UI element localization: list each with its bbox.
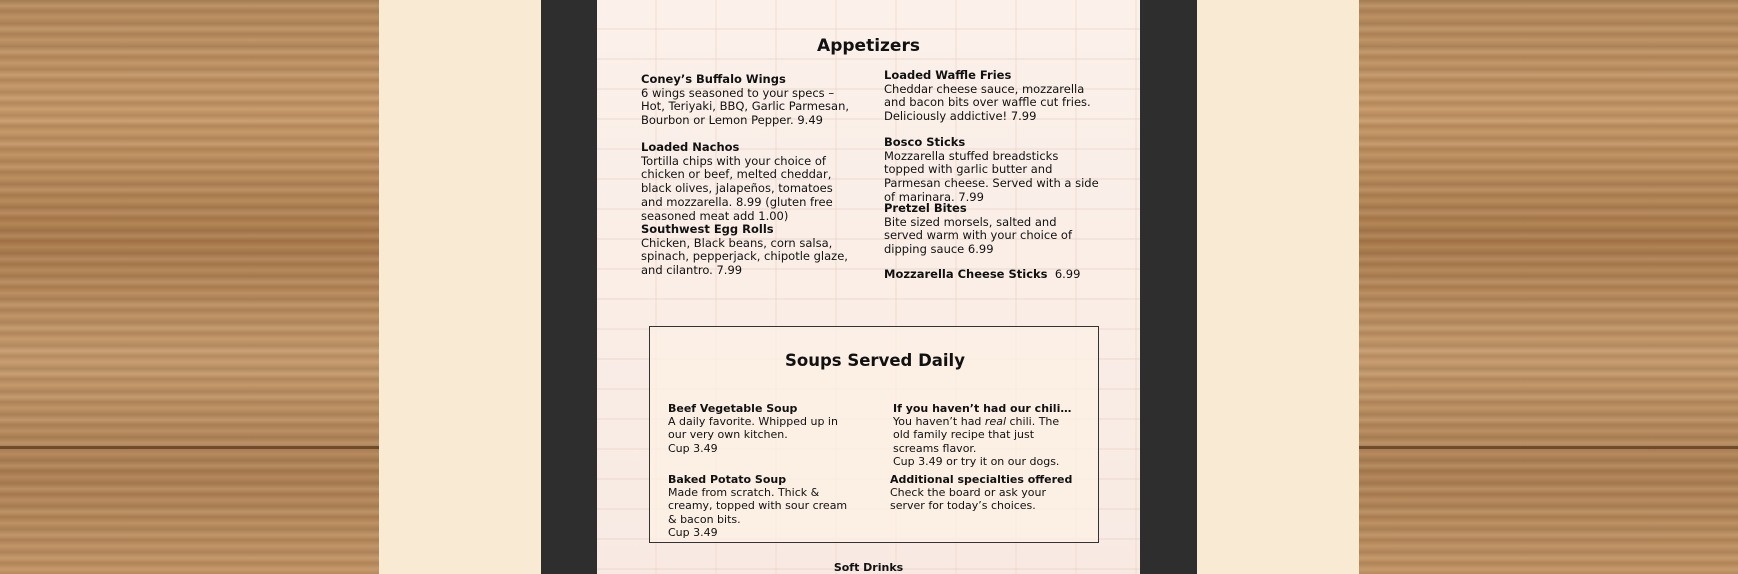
wood-background-left bbox=[0, 0, 379, 574]
menu-item-pretzel-bites bbox=[884, 202, 1099, 257]
item-name: Southwest Egg Rolls bbox=[641, 222, 774, 236]
wood-background-right bbox=[1359, 0, 1738, 574]
item-name: Loaded Nachos bbox=[641, 140, 740, 154]
item-description: Mozzarella stuffed breadsticks topped with garlic butter and Parmesan cheese. Served with a side of marinara. 7.99 bbox=[884, 148, 1099, 204]
menu-item-bosco-sticks bbox=[884, 136, 1099, 205]
soup-description-start: You haven’t had bbox=[893, 415, 985, 429]
appetizers-title: Appetizers bbox=[817, 36, 920, 56]
soup-additional-specialties bbox=[890, 473, 1075, 513]
menu-item-waffle-fries bbox=[884, 69, 1099, 124]
item-description: Chicken, Black beans, corn salsa, spinach, pepperjack, chipotle glaze, and cilantro. 7.99 bbox=[641, 235, 848, 278]
soup-price: Cup 3.49 or try it on our dogs. bbox=[893, 454, 1060, 468]
dark-border-left bbox=[541, 0, 597, 574]
soup-description-emphasis: real bbox=[984, 415, 1007, 429]
menu-item-loaded-nachos bbox=[641, 141, 856, 223]
soup-beef-vegetable bbox=[668, 402, 853, 455]
soft-drinks-heading: Soft Drinks bbox=[833, 561, 904, 574]
item-name: Pretzel Bites bbox=[884, 201, 967, 215]
cream-margin-right bbox=[1197, 0, 1359, 574]
soup-description: Made from scratch. Thick & creamy, topped with sour cream & bacon bits. bbox=[668, 486, 848, 526]
soup-name: Beef Vegetable Soup bbox=[668, 402, 798, 415]
soup-description bbox=[893, 415, 1078, 455]
soup-baked-potato bbox=[668, 473, 853, 539]
soup-description: A daily favorite. Whipped up in our very own kitchen. bbox=[668, 415, 838, 442]
dark-border-right bbox=[1140, 0, 1197, 574]
menu-item-mozzarella-sticks bbox=[884, 268, 1124, 282]
item-price: 6.99 bbox=[1054, 267, 1081, 281]
item-description: 6 wings seasoned to your specs – Hot, Teriyaki, BBQ, Garlic Parmesan, Bourbon or Lemon Pepper. 9.49 bbox=[641, 85, 850, 128]
item-name: Loaded Waffle Fries bbox=[884, 68, 1012, 82]
soup-name: If you haven’t had our chili… bbox=[893, 402, 1072, 415]
menu-item-egg-rolls bbox=[641, 223, 856, 278]
item-name: Coney’s Buffalo Wings bbox=[641, 72, 786, 86]
item-name: Bosco Sticks bbox=[884, 135, 966, 149]
item-description: Bite sized morsels, salted and served warm with your choice of dipping sauce 6.99 bbox=[884, 214, 1073, 257]
soup-name: Additional specialties offered bbox=[890, 473, 1073, 486]
cream-margin-left bbox=[379, 0, 541, 574]
soups-box bbox=[649, 326, 1099, 543]
item-description: Tortilla chips with your choice of chicken or beef, melted cheddar, black olives, jalapeños, tomatoes and mozzarella. 8.99 (gluten free seasoned meat add 1.00) bbox=[641, 153, 833, 223]
soup-name: Baked Potato Soup bbox=[668, 473, 787, 486]
item-name: Mozzarella Cheese Sticks bbox=[884, 267, 1048, 281]
menu-item-buffalo-wings bbox=[641, 73, 856, 128]
soup-description-end: chili. The old family recipe that just screams flavor. bbox=[893, 415, 1060, 455]
soups-title: Soups Served Daily bbox=[785, 351, 965, 370]
menu-page bbox=[597, 0, 1140, 574]
soup-chili bbox=[893, 402, 1078, 468]
soup-price: Cup 3.49 bbox=[668, 525, 718, 539]
soup-description: Check the board or ask your server for today’s choices. bbox=[890, 486, 1046, 513]
item-description: Cheddar cheese sauce, mozzarella and bacon bits over waffle cut fries. Deliciously addictive! 7.99 bbox=[884, 81, 1091, 124]
soup-price: Cup 3.49 bbox=[668, 441, 718, 455]
